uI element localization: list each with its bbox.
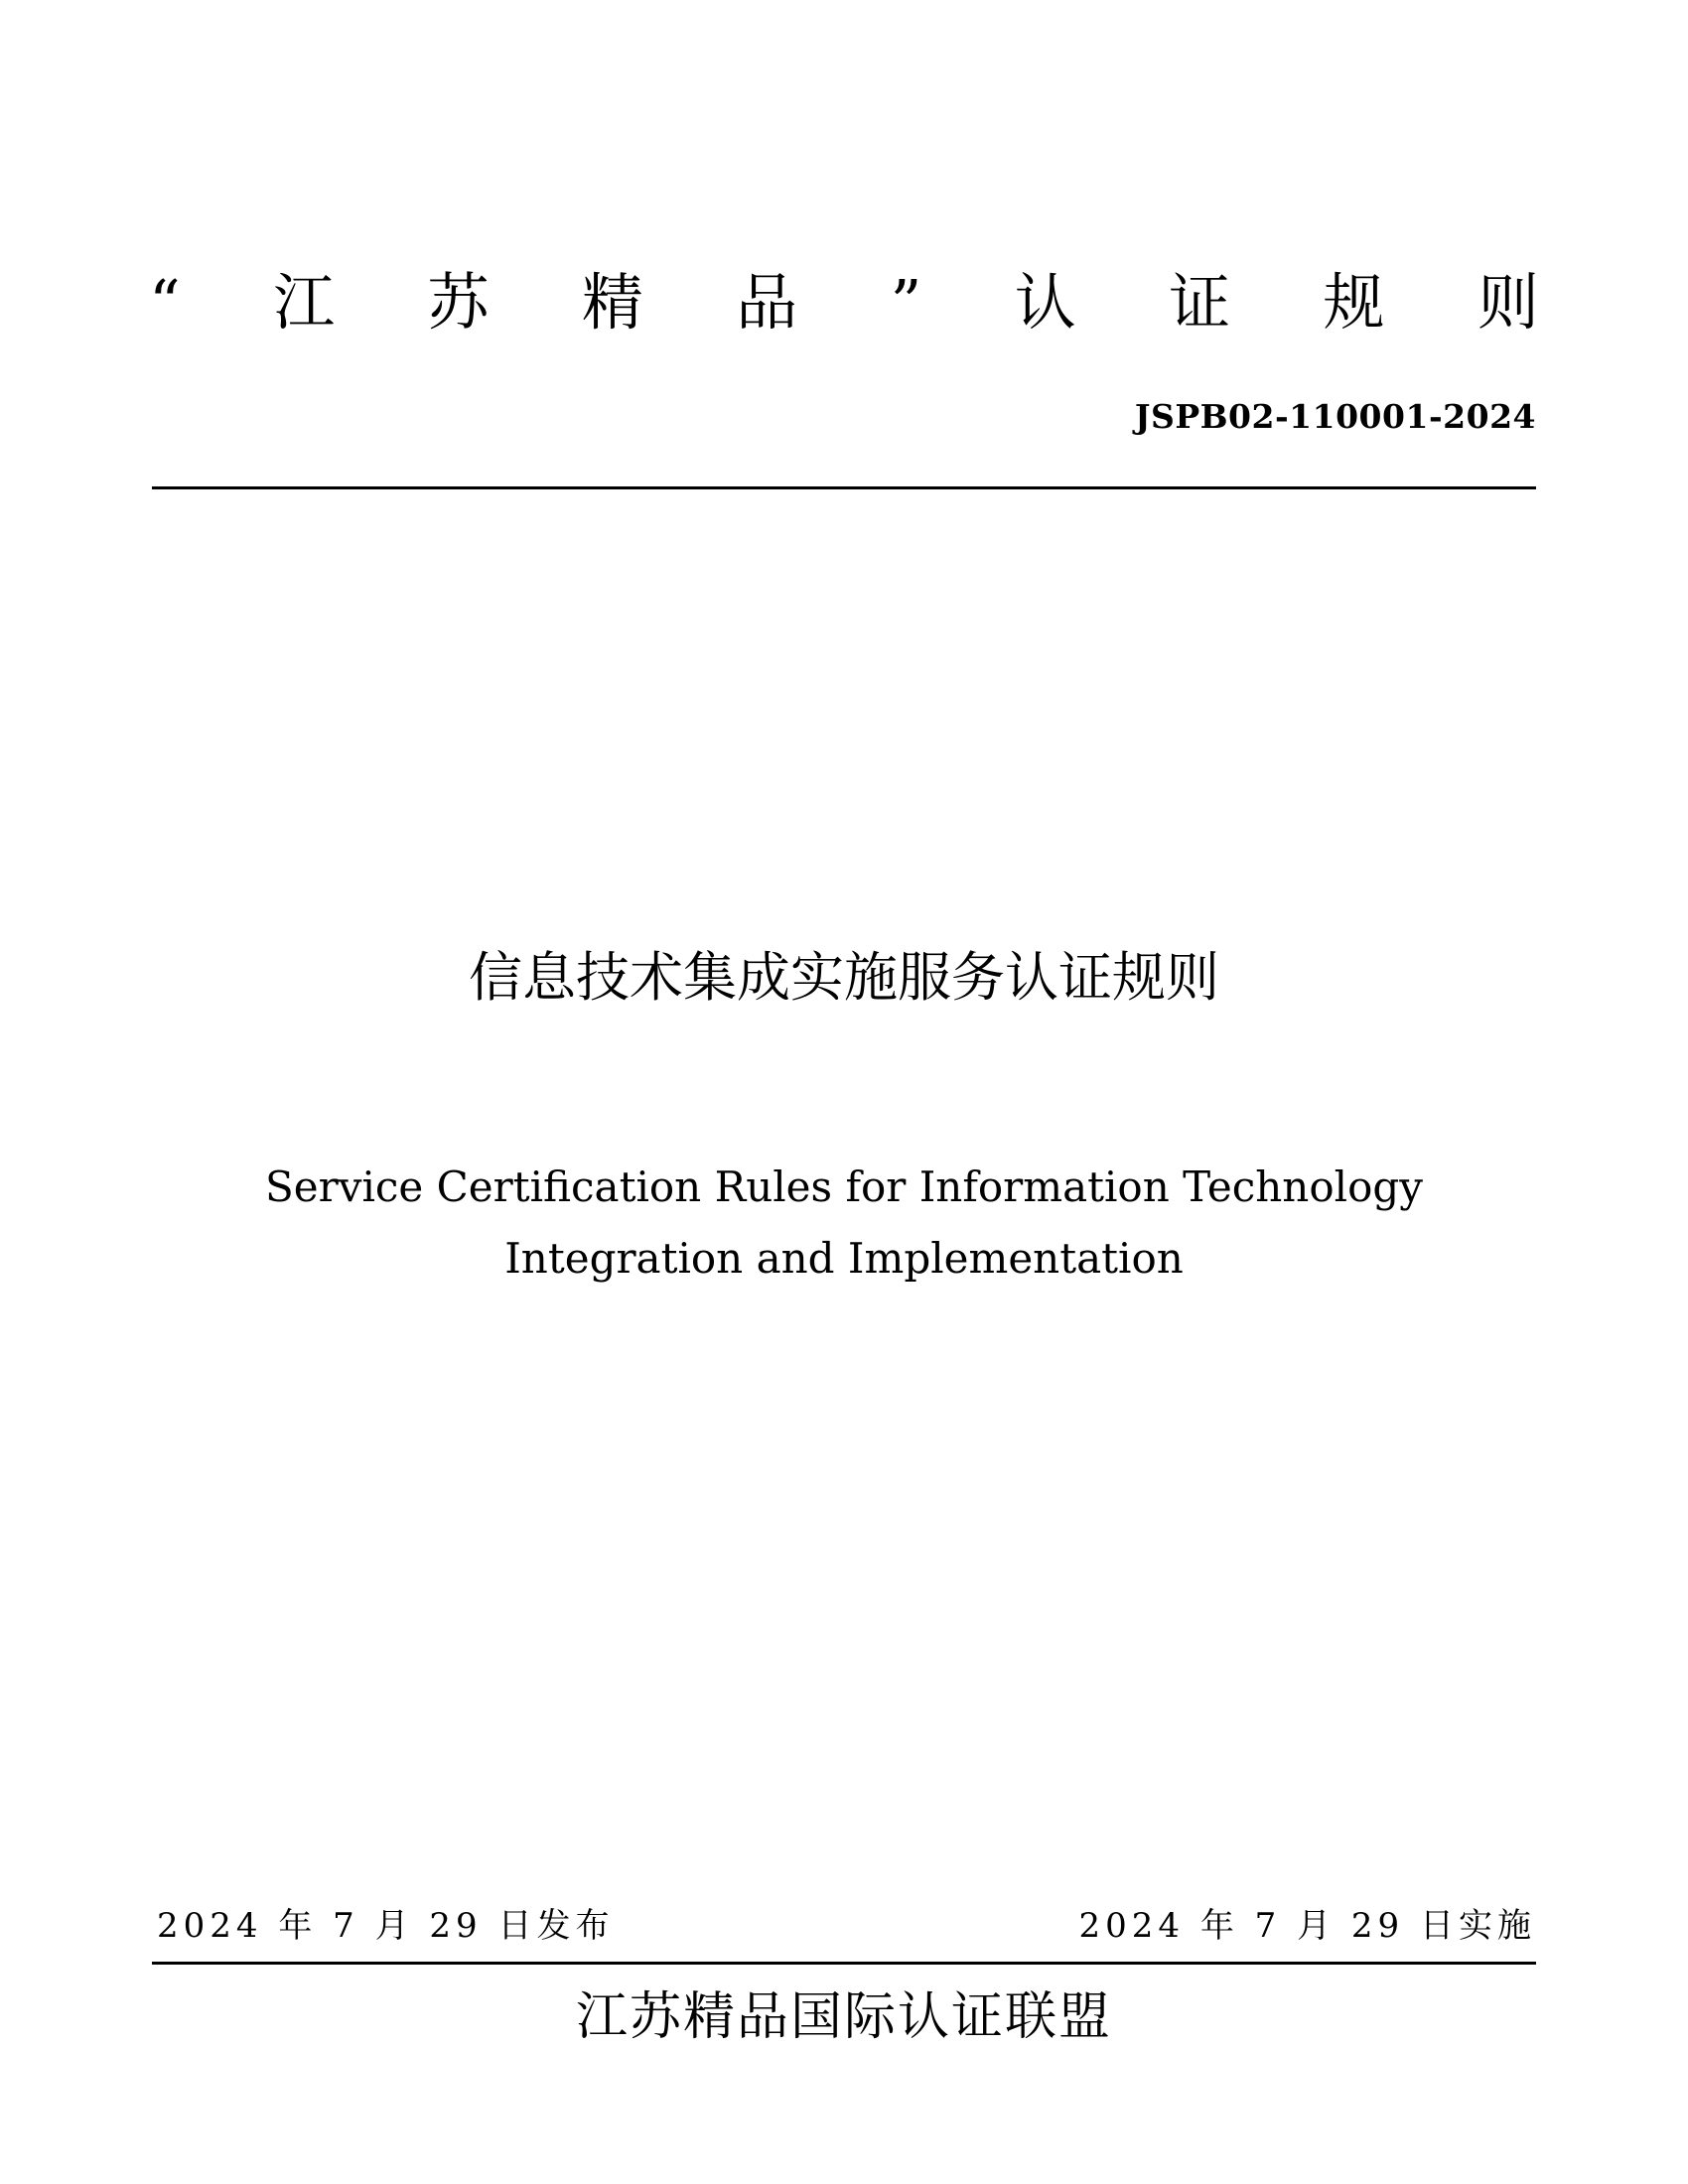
header-title-char: 品 <box>736 266 798 339</box>
implement-date: 2024 年 7 月 29 日实施 <box>1078 1906 1536 1946</box>
header-title-char: 则 <box>1477 266 1539 339</box>
header-title-char: “ <box>149 266 181 339</box>
header-title-char: 规 <box>1323 266 1385 339</box>
english-title <box>0 1152 1688 1295</box>
english-title-line-1: Service Certification Rules for Information Technology <box>265 1162 1423 1211</box>
header-title-char: ” <box>890 266 922 339</box>
top-divider <box>152 486 1536 489</box>
english-title-line-2: Integration and Implementation <box>504 1234 1184 1283</box>
header-title-char: 认 <box>1014 266 1076 339</box>
issuing-organization: 江苏精品国际认证联盟 <box>575 1987 1112 2047</box>
header-title-char: 精 <box>581 266 643 339</box>
chinese-title: 信息技术集成实施服务认证规则 <box>469 946 1219 1009</box>
publish-date: 2024 年 7 月 29 日发布 <box>157 1906 615 1946</box>
header-title <box>149 253 1539 352</box>
document-code: JSPB02-110001-2024 <box>1134 397 1536 436</box>
header-title-char: 证 <box>1169 266 1231 339</box>
header-title-char: 江 <box>273 266 336 339</box>
bottom-divider <box>152 1962 1536 1965</box>
header-title-char: 苏 <box>427 266 490 339</box>
